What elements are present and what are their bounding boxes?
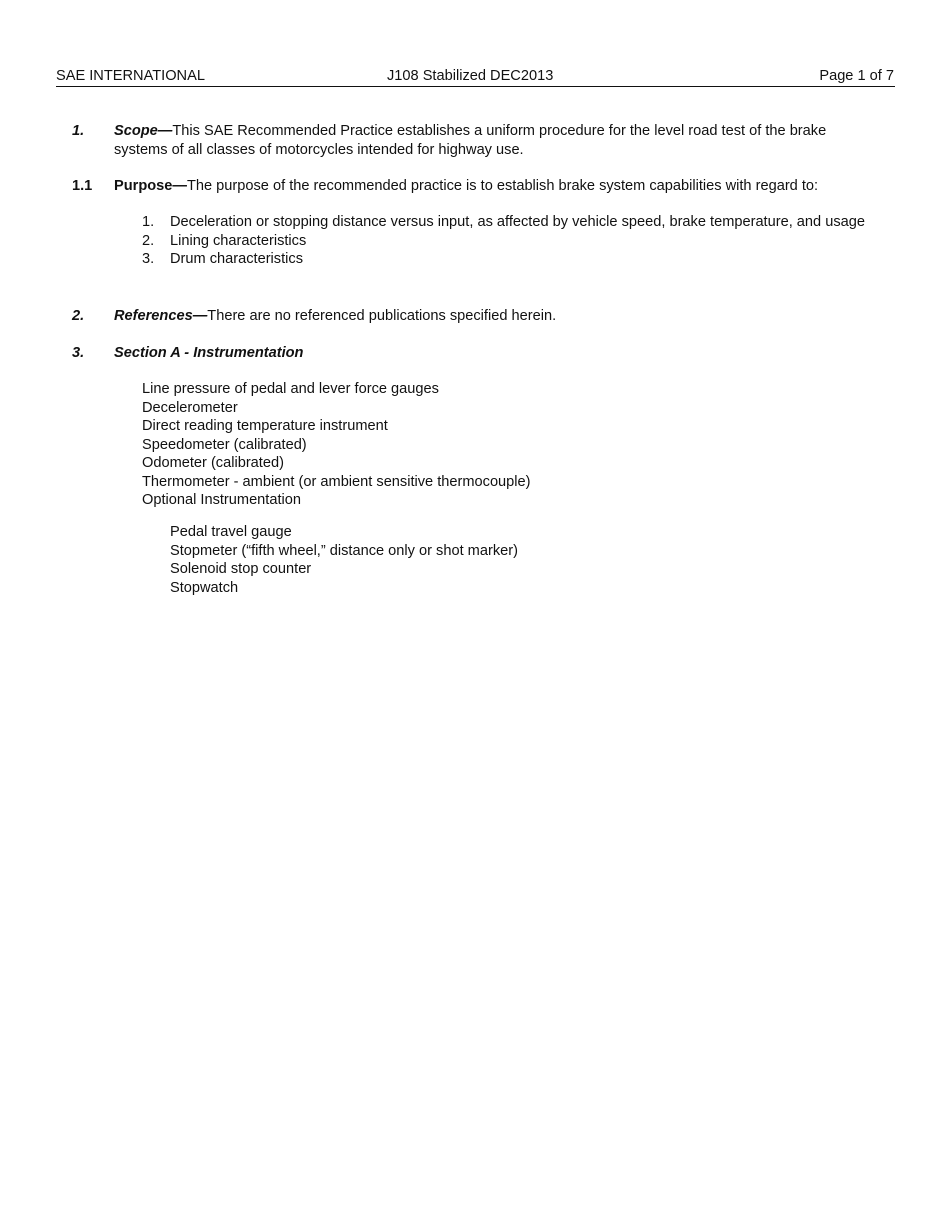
purpose-list: [142, 213, 872, 269]
section-title: References—: [114, 308, 208, 324]
section-title: Scope—: [114, 123, 173, 139]
header-document-id: J108 Stabilized DEC2013: [387, 68, 554, 84]
header-organization: SAE INTERNATIONAL: [56, 68, 205, 84]
section-body: [114, 122, 870, 159]
page-header: [56, 66, 895, 87]
section-text: The purpose of the recommended practice is to establish brake system capabilities with regard to:: [186, 178, 819, 194]
header-page-number: Page 1 of 7: [819, 68, 894, 84]
list-item-number: 3.: [142, 251, 155, 267]
list-item-text: Lining characteristics: [170, 232, 307, 249]
list-item-text: Drum characteristics: [170, 251, 303, 267]
section-title: Purpose—: [114, 178, 187, 194]
section-number: 3.: [72, 345, 85, 361]
list-item-number: 2.: [142, 232, 155, 249]
list-item: Solenoid stop counter: [170, 561, 312, 577]
section-text: There are no referenced publications specified herein.: [207, 308, 557, 324]
list-item: Thermometer - ambient (or ambient sensitive thermocouple): [142, 473, 531, 490]
list-item: Stopwatch: [170, 579, 239, 596]
section-title: Section A - Instrumentation: [114, 345, 304, 361]
list-item: Decelerometer: [142, 399, 238, 416]
instrumentation-list: [142, 380, 842, 510]
section-number: 1.: [72, 123, 85, 139]
section-body: [114, 307, 870, 326]
optional-instrumentation-list: [170, 523, 870, 597]
list-item: Pedal travel gauge: [170, 524, 292, 540]
section-body: [114, 344, 870, 363]
list-item-number: 1.: [142, 214, 155, 230]
list-item: Stopmeter (“fifth wheel,” distance only or shot marker): [170, 542, 518, 559]
list-item: [142, 232, 872, 251]
section-number: 2.: [72, 308, 85, 324]
list-item: Odometer (calibrated): [142, 455, 284, 471]
list-item: [142, 250, 872, 269]
list-item: Line pressure of pedal and lever force gauges: [142, 381, 439, 397]
section-body: [114, 177, 870, 196]
list-item: Optional Instrumentation: [142, 492, 301, 508]
section-number: 1.1: [72, 178, 93, 194]
list-item: [142, 213, 872, 232]
list-item: Speedometer (calibrated): [142, 436, 307, 453]
section-text: This SAE Recommended Practice establishes a uniform procedure for the level road test of the brake systems of all classes of motorcycles intended for highway use.: [114, 123, 827, 158]
list-item: Direct reading temperature instrument: [142, 418, 388, 434]
list-item-text: Deceleration or stopping distance versus input, as affected by vehicle speed, brake temperature, and usage: [170, 214, 865, 230]
